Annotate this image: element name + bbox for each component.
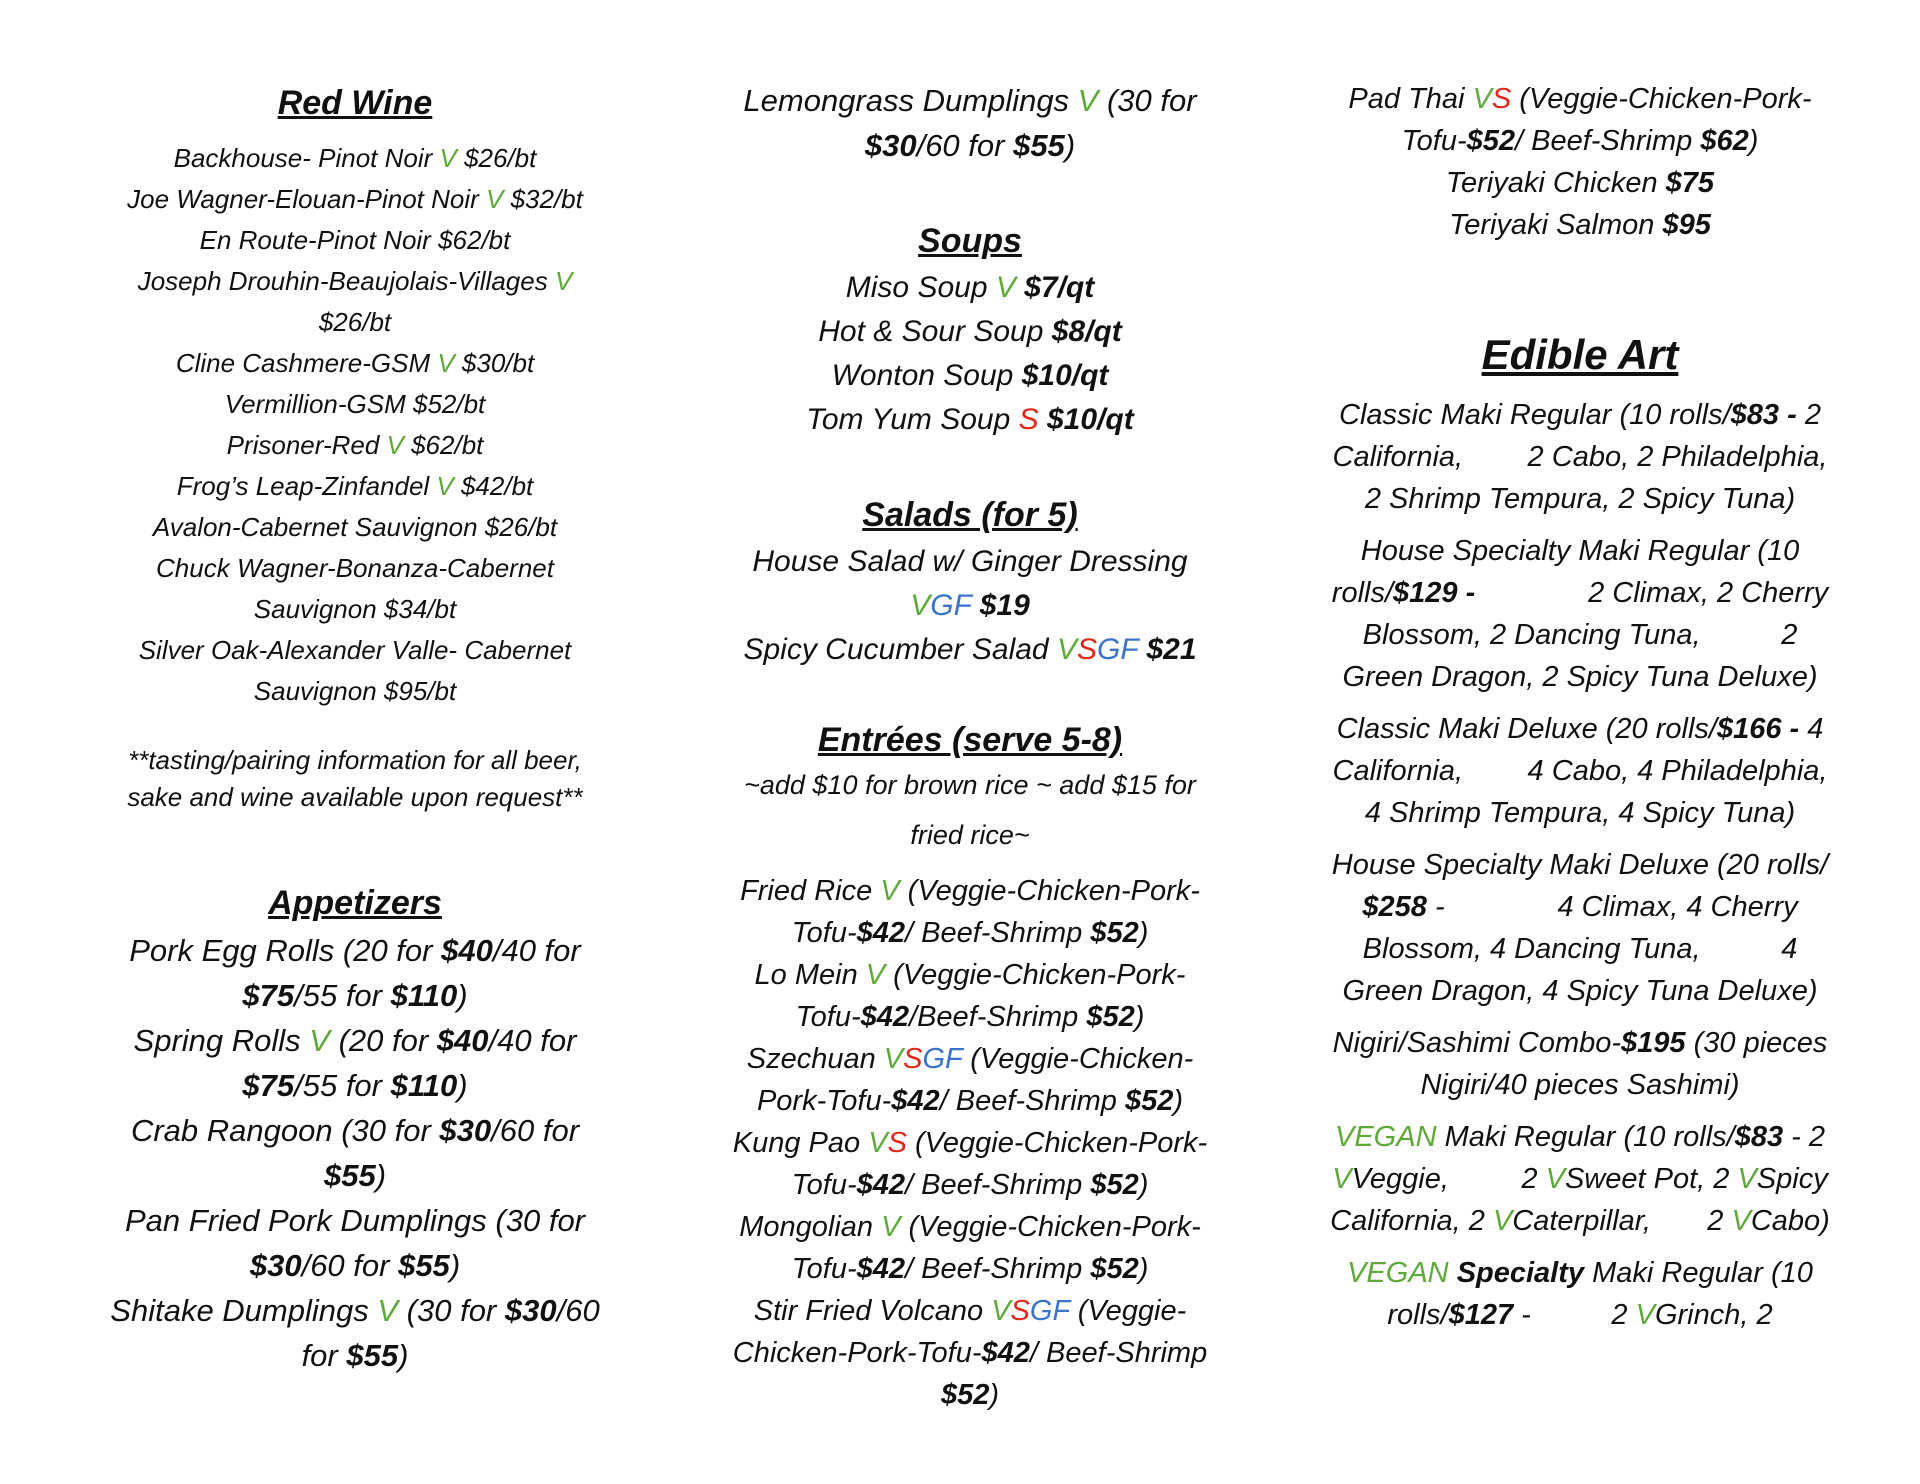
edible-art-heading: Edible Art [1481, 331, 1679, 378]
salad-item: House Salad w/ Ginger Dressing VGF $19 [752, 545, 1188, 622]
wine-item: Joseph Drouhin-Beaujolais-Villages V $26/bt [137, 266, 573, 337]
wine-item: En Route-Pinot Noir $62/bt [199, 225, 511, 255]
appetizer-item: Lemongrass Dumplings V (30 for $30/60 for $55) [743, 83, 1197, 163]
entrees-heading: Entrées (serve 5-8) [817, 721, 1123, 759]
wine-item: Backhouse- Pinot Noir V $26/bt [173, 143, 537, 173]
rice-note: ~add $10 for brown rice ~ add $15 for fried rice~ [744, 770, 1196, 850]
appetizers-heading: Appetizers [268, 884, 442, 922]
edible-art-item: Classic Maki Regular (10 rolls/$83 - 2 California, 2 Cabo, 2 Philadelphia, 2 Shrimp Tempura, 2 Spicy Tuna) [1332, 399, 1828, 515]
entree-item: Stir Fried Volcano VSGF (Veggie- Chicken-Pork-Tofu-$42/ Beef-Shrimp $52) [732, 1295, 1208, 1411]
appetizer-item: Spring Rolls V (20 for $40/40 for $75/55 for $110) [133, 1023, 577, 1103]
salad-item: Spicy Cucumber Salad VSGF $21 [743, 633, 1197, 666]
entree-item: Lo Mein V (Veggie-Chicken-Pork- Tofu-$42/Beef-Shrimp $52) [754, 959, 1186, 1033]
tasting-note: **tasting/pairing information for all beer, sake and wine available upon request** [127, 745, 583, 812]
wine-item: Vermillion-GSM $52/bt [224, 389, 486, 419]
appetizer-item: Shitake Dumplings V (30 for $30/60 for $55) [110, 1293, 600, 1373]
entree-item: Pad Thai VS (Veggie-Chicken-Pork- Tofu-$52/ Beef-Shrimp $62) [1348, 83, 1812, 157]
edible-art-item: Classic Maki Deluxe (20 rolls/$166 - 4 California, 4 Cabo, 4 Philadelphia, 4 Shrimp Tempura, 4 Spicy Tuna) [1332, 713, 1828, 829]
entree-item: Fried Rice V (Veggie-Chicken-Pork- Tofu-$42/ Beef-Shrimp $52) [740, 875, 1200, 949]
edible-art-item: House Specialty Maki Regular (10 rolls/$129 - 2 Climax, 2 Cherry Blossom, 2 Dancing Tuna, 2 Green Dragon, 2 Spicy Tuna Deluxe) [1331, 535, 1829, 693]
wine-item: Avalon-Cabernet Sauvignon $26/bt [152, 512, 558, 542]
entree-item: Teriyaki Chicken $75 [1445, 167, 1715, 199]
entree-item: Kung Pao VS (Veggie-Chicken-Pork- Tofu-$42/ Beef-Shrimp $52) [732, 1127, 1208, 1201]
menu-column-3 [1310, 78, 1850, 1336]
soups-heading: Soups [918, 222, 1022, 260]
entree-item: Mongolian V (Veggie-Chicken-Pork- Tofu-$42/ Beef-Shrimp $52) [739, 1211, 1201, 1285]
menu-column-1 [95, 78, 615, 1378]
entree-item: Teriyaki Salmon $95 [1449, 209, 1711, 241]
soup-item: Hot & Sour Soup $8/qt [818, 315, 1122, 348]
wine-item: Frog’s Leap-Zinfandel V $42/bt [176, 471, 534, 501]
appetizer-item: Pork Egg Rolls (20 for $40/40 for $75/55 for $110) [129, 933, 581, 1013]
wine-item: Silver Oak-Alexander Valle- Cabernet Sauvignon $95/bt [138, 635, 572, 706]
wine-item: Cline Cashmere-GSM V $30/bt [175, 348, 535, 378]
appetizer-item: Crab Rangoon (30 for $30/60 for $55) [130, 1113, 580, 1193]
appetizer-item: Pan Fried Pork Dumplings (30 for $30/60 for $55) [124, 1203, 586, 1283]
entree-item: Szechuan VSGF (Veggie-Chicken- Pork-Tofu-$42/ Beef-Shrimp $52) [746, 1043, 1194, 1117]
edible-art-item: Nigiri/Sashimi Combo-$195 (30 pieces Nigiri/40 pieces Sashimi) [1332, 1027, 1828, 1101]
wine-item: Chuck Wagner-Bonanza-Cabernet Sauvignon $34/bt [156, 553, 554, 624]
wine-item: Prisoner-Red V $62/bt [226, 430, 484, 460]
salads-heading: Salads (for 5) [862, 496, 1078, 534]
menu-column-2 [700, 78, 1240, 1416]
soup-item: Tom Yum Soup S $10/qt [806, 403, 1134, 436]
red-wine-heading: Red Wine [277, 84, 433, 122]
soup-item: Miso Soup V $7/qt [845, 271, 1095, 304]
wine-item: Joe Wagner-Elouan-Pinot Noir V $32/bt [127, 184, 583, 214]
edible-art-item: VEGAN Maki Regular (10 rolls/$83 - 2 VVeggie, 2 VSweet Pot, 2 VSpicy California, 2 VCaterpillar, 2 VCabo) [1330, 1121, 1830, 1237]
soup-item: Wonton Soup $10/qt [831, 359, 1109, 392]
edible-art-item: House Specialty Maki Deluxe (20 rolls/ $258 - 4 Climax, 4 Cherry Blossom, 4 Dancing Tuna, 4 Green Dragon, 4 Spicy Tuna Deluxe) [1331, 849, 1829, 1007]
edible-art-item: VEGAN Specialty Maki Regular (10 rolls/$127 - 2 VGrinch, 2 [1347, 1257, 1813, 1331]
